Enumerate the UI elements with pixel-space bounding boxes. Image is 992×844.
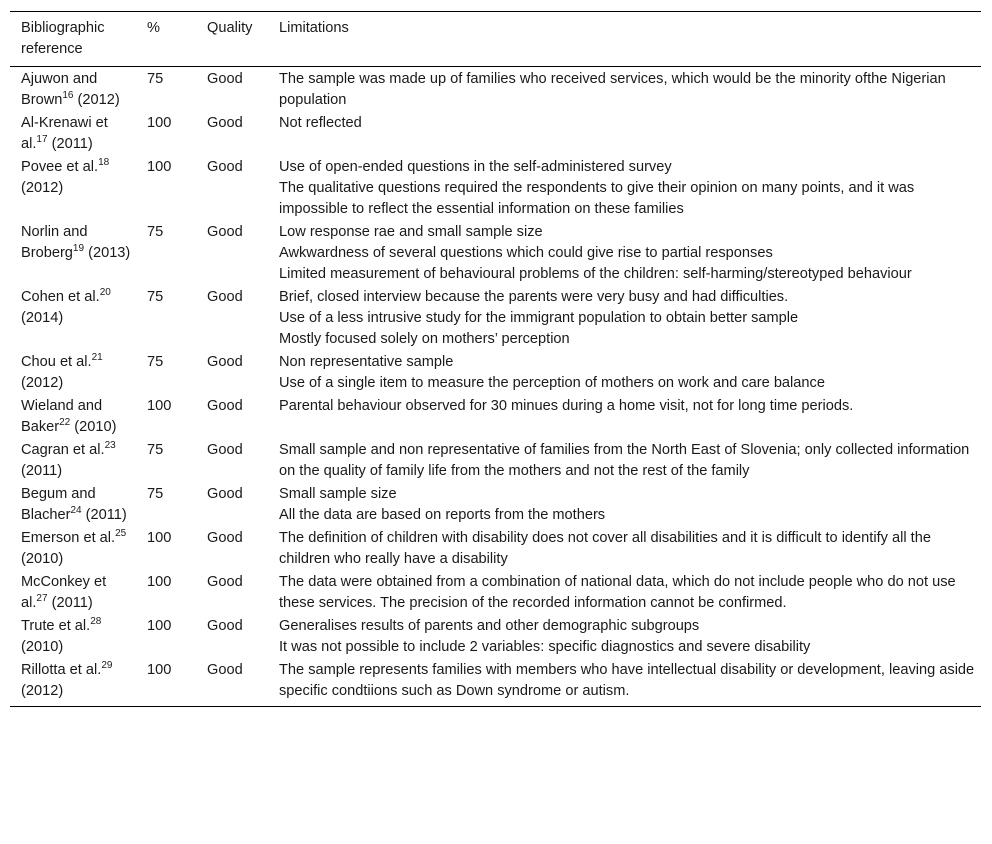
limitation-text: Awkwardness of several questions which could give rise to partial responses (279, 245, 773, 261)
limitation-text: Use of open-ended questions in the self-administered survey (279, 159, 672, 175)
header-limitations: Limitations (279, 20, 349, 36)
reference-authors: Cagran et al. (21, 442, 105, 458)
reference-year: (2012) (73, 92, 120, 108)
reference-cell (10, 67, 136, 112)
limitations-cell (268, 155, 981, 220)
reference-cell (10, 614, 136, 658)
quality-cell: Good (207, 398, 243, 414)
quality-cell: Good (207, 289, 243, 305)
percent-cell: 100 (147, 574, 172, 590)
limitations-cell (268, 394, 981, 438)
limitation-text: Parental behaviour observed for 30 minues during a home visit, not for long time periods. (279, 398, 854, 414)
reference-number: 18 (98, 157, 110, 168)
table-row (10, 220, 981, 285)
reference-year: (2011) (21, 463, 63, 479)
quality-cell: Good (207, 574, 243, 590)
limitations-cell (268, 350, 981, 394)
header-percent: % (147, 20, 160, 36)
quality-cell: Good (207, 530, 243, 546)
percent-cell: 100 (147, 662, 172, 678)
reference-cell (10, 438, 136, 482)
limitation-text: Brief, closed interview because the parents were very busy and had difficulties. (279, 289, 789, 305)
percent-cell: 100 (147, 398, 172, 414)
reference-authors: Trute et al. (21, 618, 91, 634)
reference-cell (10, 658, 136, 707)
reference-cell (10, 394, 136, 438)
reference-number: 16 (62, 90, 74, 101)
reference-year: (2013) (84, 245, 131, 261)
reference-cell (10, 285, 136, 350)
reference-year: (2010) (21, 551, 64, 567)
quality-cell: Good (207, 618, 243, 634)
limitation-text: Use of a single item to measure the perception of mothers on work and care balance (279, 375, 825, 391)
reference-cell (10, 220, 136, 285)
limitations-cell (268, 658, 981, 707)
table-row (10, 155, 981, 220)
reference-cell (10, 570, 136, 614)
header-reference: Bibliographic reference (21, 20, 105, 57)
reference-authors: Rillotta et al. (21, 662, 102, 678)
reference-authors: Cohen et al. (21, 289, 100, 305)
quality-cell: Good (207, 224, 243, 240)
reference-year: (2011) (47, 595, 93, 611)
reference-authors: Wieland and Baker (21, 398, 103, 435)
table-row (10, 350, 981, 394)
reference-year: (2011) (47, 136, 93, 152)
limitations-cell (268, 526, 981, 570)
table-row (10, 570, 981, 614)
reference-authors: Chou et al. (21, 354, 92, 370)
limitation-text: The sample represents families with members who have intellectual disability or development, leaving aside specific condtiions such as Down syndrome or autism. (279, 662, 975, 699)
percent-cell: 75 (147, 442, 164, 458)
reference-year: (2012) (21, 375, 64, 391)
reference-authors: Al-Krenawi et al. (21, 115, 108, 152)
limitations-cell (268, 67, 981, 112)
limitations-table (10, 11, 981, 707)
reference-authors: Norlin and Broberg (21, 224, 88, 261)
limitations-cell (268, 614, 981, 658)
table-row (10, 111, 981, 155)
reference-cell (10, 482, 136, 526)
table-row (10, 67, 981, 112)
table-row (10, 614, 981, 658)
limitations-cell (268, 570, 981, 614)
header-row (10, 12, 981, 67)
limitations-cell (268, 111, 981, 155)
table-row (10, 526, 981, 570)
reference-cell (10, 526, 136, 570)
limitation-text: Small sample size (279, 486, 397, 502)
reference-number: 28 (90, 616, 102, 627)
table-body (10, 67, 981, 707)
percent-cell: 75 (147, 71, 164, 87)
limitation-text: Limited measurement of behavioural problems of the children: self-harming/stereotyped behaviour (279, 266, 912, 282)
reference-number: 22 (59, 417, 71, 428)
quality-cell: Good (207, 354, 243, 370)
limitation-text: It was not possible to include 2 variables: specific diagnostics and severe disability (279, 639, 811, 655)
quality-cell: Good (207, 662, 243, 678)
quality-cell: Good (207, 71, 243, 87)
percent-cell: 100 (147, 530, 172, 546)
reference-year: (2014) (21, 310, 64, 326)
reference-year: (2012) (21, 180, 64, 196)
limitation-text: The definition of children with disability does not cover all disabilities and it is difficult to identify all the children who really have a disability (279, 530, 931, 567)
quality-cell: Good (207, 442, 243, 458)
table-row (10, 658, 981, 707)
percent-cell: 100 (147, 159, 172, 175)
header-quality: Quality (207, 20, 253, 36)
reference-authors: McConkey et al. (21, 574, 107, 611)
percent-cell: 100 (147, 618, 172, 634)
limitation-text: Low response rae and small sample size (279, 224, 543, 240)
reference-number: 17 (36, 134, 48, 145)
table-row (10, 285, 981, 350)
reference-number: 23 (104, 440, 116, 451)
limitation-text: The sample was made up of families who received services, which would be the minority ofthe Nigerian population (279, 71, 946, 108)
limitations-cell (268, 220, 981, 285)
quality-cell: Good (207, 159, 243, 175)
reference-cell (10, 111, 136, 155)
reference-year: (2010) (21, 639, 64, 655)
reference-year: (2011) (81, 507, 127, 523)
table-header (10, 12, 981, 67)
reference-number: 29 (101, 660, 113, 671)
reference-year: (2010) (70, 419, 117, 435)
percent-cell: 75 (147, 354, 164, 370)
reference-authors: Povee et al. (21, 159, 99, 175)
percent-cell: 75 (147, 224, 164, 240)
reference-number: 19 (72, 243, 85, 254)
limitations-cell (268, 285, 981, 350)
reference-year: (2012) (21, 683, 64, 699)
limitation-text: The qualitative questions required the respondents to give their opinion on many points, and it was impossible to reflect the essential information on these families (279, 180, 915, 217)
reference-authors: Begum and Blacher (21, 486, 96, 523)
limitation-text: Small sample and non representative of families from the North East of Slovenia; only collected information on the quality of family life from the mothers and not the rest of the family (279, 442, 970, 479)
quality-cell: Good (207, 115, 243, 131)
reference-number: 21 (91, 352, 103, 363)
reference-number: 27 (36, 593, 48, 604)
table-row (10, 482, 981, 526)
limitations-cell (268, 482, 981, 526)
reference-number: 20 (99, 287, 111, 298)
reference-authors: Emerson et al. (21, 530, 116, 546)
percent-cell: 100 (147, 115, 172, 131)
limitation-text: Use of a less intrusive study for the immigrant population to obtain better sample (279, 310, 799, 326)
limitation-text: All the data are based on reports from the mothers (279, 507, 606, 523)
limitation-text: Mostly focused solely on mothers’ perception (279, 331, 570, 347)
limitation-text: Generalises results of parents and other demographic subgroups (279, 618, 700, 634)
quality-cell: Good (207, 486, 243, 502)
limitation-text: Not reflected (279, 115, 362, 131)
limitations-cell (268, 438, 981, 482)
reference-authors: Ajuwon and Brown (21, 71, 98, 108)
percent-cell: 75 (147, 289, 164, 305)
limitation-text: The data were obtained from a combination of national data, which do not include people who do not use these services. The precision of the recorded information cannot be confirmed. (279, 574, 956, 611)
reference-cell (10, 350, 136, 394)
reference-cell (10, 155, 136, 220)
reference-number: 25 (115, 528, 127, 539)
table-row (10, 438, 981, 482)
reference-number: 24 (70, 505, 82, 516)
percent-cell: 75 (147, 486, 164, 502)
table-row (10, 394, 981, 438)
limitation-text: Non representative sample (279, 354, 454, 370)
